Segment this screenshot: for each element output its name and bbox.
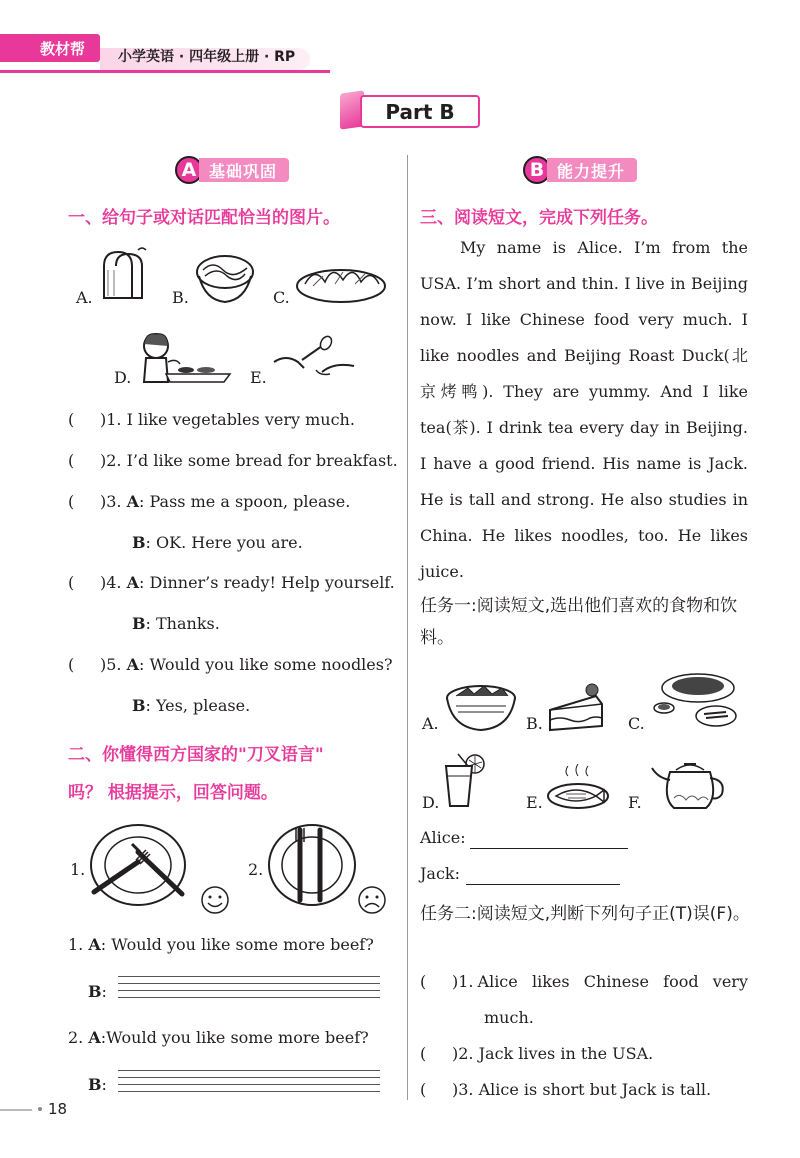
cake-slice-picture: [546, 680, 608, 734]
q2-pic-label-2: 2.: [248, 860, 264, 879]
section-b-letter: B: [523, 156, 551, 184]
pic-label-d: D.: [114, 368, 132, 387]
q1-item-1: )1. I like vegetables very much.: [100, 410, 355, 429]
q1-item-4-reply: B: Thanks.: [132, 614, 220, 633]
pic-label-a: A.: [76, 288, 93, 307]
tf-item-1: )1. Alice likes Chinese food very: [452, 972, 748, 991]
vegetables-plate-picture: [295, 260, 387, 306]
spoon-hands-picture: [272, 332, 356, 382]
q1-item-4: )4. A: Dinner’s ready! Help yourself.: [100, 573, 395, 592]
task1-label-d: D.: [422, 793, 440, 812]
task1-label-a: A.: [422, 714, 439, 733]
task1-instruction: 任务一:阅读短文,选出他们喜欢的食物和饮料。: [420, 596, 738, 648]
reading-passage: My name is Alice. I’m from the USA. I’m short and thin. I live in Beijing now. I like Chinese food very much. I like noodles and Beijing Roast Duck(北京烤鸭). They are yummy. And I like tea(茶). I drink tea every day in Beijing. I have a good friend. His name is Jack. He is tall and strong. He also studies in China. He likes noodles, too. He likes juice.: [420, 238, 748, 581]
plate-knife-fork-crossed-picture: [88, 822, 188, 908]
column-divider: [407, 155, 408, 1100]
q2-item-2-answer-lines[interactable]: [118, 1070, 380, 1098]
header-tag: 教材帮: [0, 34, 100, 62]
task2-instruction: 任务二:阅读短文,判断下列句子正(T)误(F)。: [420, 904, 750, 924]
answer-label-jack: Jack:: [420, 864, 460, 883]
q1-item-5: )5. A: Would you like some noodles?: [100, 655, 393, 674]
answer-paren-3: (: [68, 492, 75, 511]
section-b-label: 能力提升: [547, 158, 637, 182]
sad-face-icon: [357, 885, 387, 915]
answer-paren-2: (: [68, 451, 75, 470]
dinner-table-picture: [136, 330, 232, 386]
q2-heading-line2: 吗？ 根据提示，回答问题。: [68, 783, 278, 803]
teapot-picture: [650, 758, 730, 812]
answer-label-alice: Alice:: [420, 828, 466, 847]
q2-item-2-answer-label: B:: [88, 1075, 107, 1094]
tf-item-3: )3. Alice is short but Jack is tall.: [452, 1080, 712, 1099]
bread-picture: [98, 244, 150, 304]
task1-label-f: F.: [628, 793, 642, 812]
plate-knife-fork-parallel-picture: [266, 822, 358, 908]
part-title: Part B: [360, 95, 480, 128]
header-underline: [0, 70, 330, 73]
section-a-badge: [175, 156, 289, 184]
answer-paren-5: (: [68, 655, 75, 674]
roast-duck-picture: [650, 668, 740, 734]
section-a-letter: A: [175, 156, 203, 184]
q2-pic-label-1: 1.: [70, 860, 86, 879]
answer-paren-4: (: [68, 573, 75, 592]
task1-label-b: B.: [526, 714, 543, 733]
q1-item-3: )3. A: Pass me a spoon, please.: [100, 492, 351, 511]
tf-item-2: )2. Jack lives in the USA.: [452, 1044, 654, 1063]
answer-line-jack[interactable]: [466, 884, 620, 885]
tf-paren-1: (: [420, 972, 427, 991]
pic-label-e: E.: [250, 368, 267, 387]
tf-item-1-cont: much.: [484, 1008, 534, 1027]
noodles-bowl-picture: [193, 250, 257, 306]
tf-paren-3: (: [420, 1080, 427, 1099]
juice-glass-picture: [442, 752, 486, 808]
q1-item-3-reply: B: OK. Here you are.: [132, 533, 303, 552]
header-title: 小学英语 · 四年级上册 · RP: [118, 49, 296, 65]
footer-bar: [0, 1109, 32, 1111]
footer-dot: [38, 1107, 42, 1111]
q2-heading-line1: 二、你懂得西方国家的"刀叉语言": [68, 745, 324, 765]
tf-paren-2: (: [420, 1044, 427, 1063]
q1-item-5-reply: B: Yes, please.: [132, 696, 251, 715]
smiling-face-icon: [200, 885, 230, 915]
section-a-label: 基础巩固: [199, 158, 289, 182]
q2-item-1-answer-lines[interactable]: [118, 976, 380, 1004]
q3-heading: 三、阅读短文，完成下列任务。: [420, 208, 658, 228]
section-b-badge: [523, 156, 637, 184]
q2-item-2-question: 2. A:Would you like some more beef?: [68, 1028, 369, 1047]
q1-item-2: )2. I’d like some bread for breakfast.: [100, 451, 398, 470]
page-number: 18: [48, 1100, 68, 1118]
q1-heading: 一、给句子或对话匹配恰当的图片。: [68, 208, 340, 228]
pic-label-c: C.: [273, 288, 290, 307]
noodle-bowl-picture: [444, 680, 518, 734]
task1-label-e: E.: [526, 793, 543, 812]
task1-label-c: C.: [628, 714, 645, 733]
q2-item-1-answer-label: B:: [88, 982, 107, 1001]
q2-item-1-question: 1. A: Would you like some more beef?: [68, 935, 374, 954]
pic-label-b: B.: [172, 288, 189, 307]
answer-line-alice[interactable]: [470, 848, 628, 849]
answer-paren-1: (: [68, 410, 75, 429]
fish-dish-picture: [546, 764, 610, 810]
